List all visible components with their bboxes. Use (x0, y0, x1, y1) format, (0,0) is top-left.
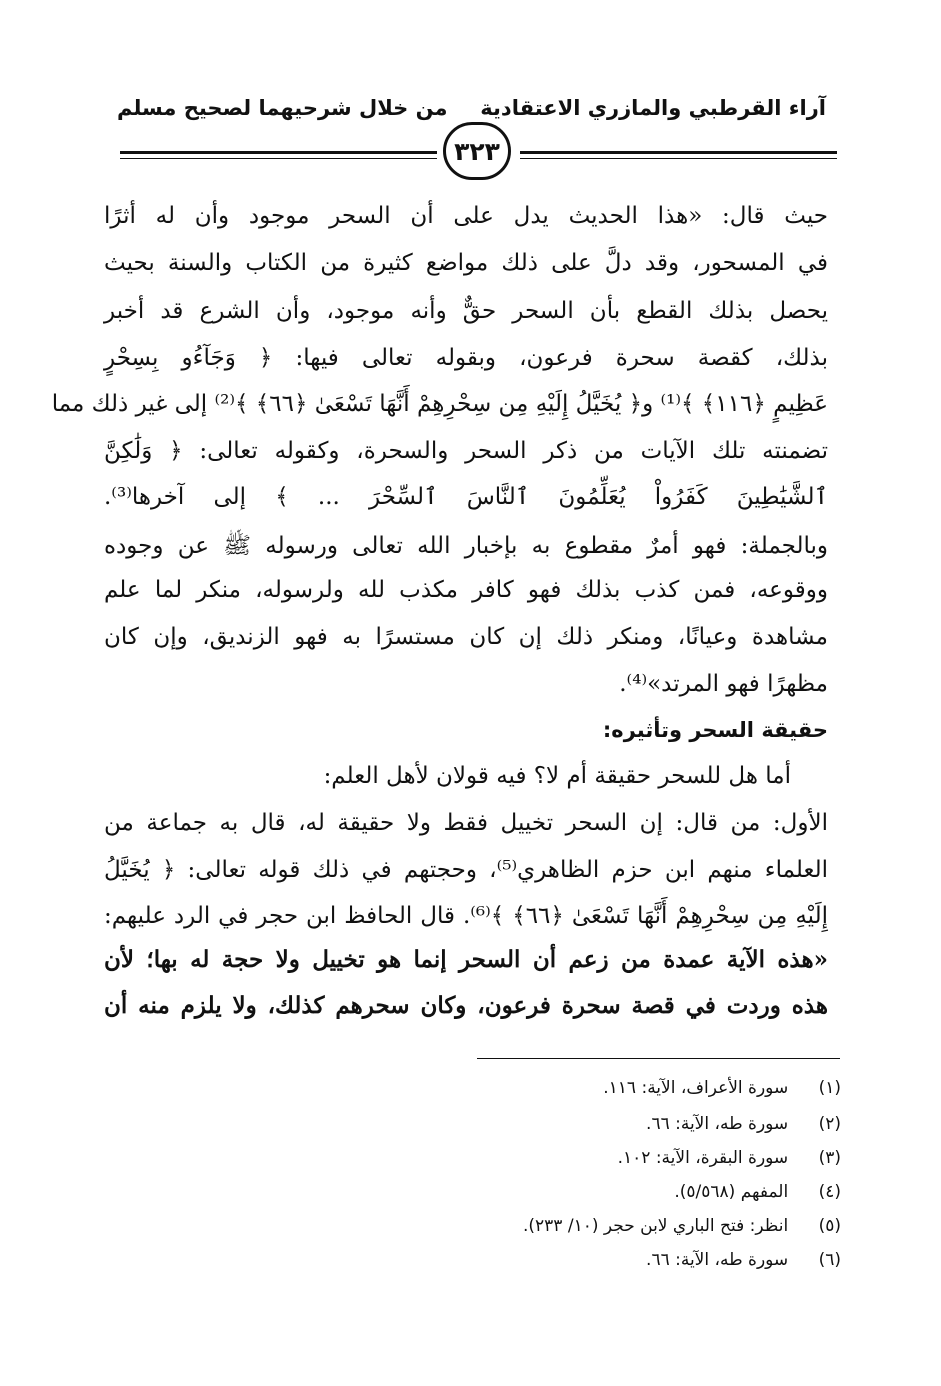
body-line: بذلك، كقصة سحرة فرعون، وبقوله تعالى فيها: ﴿ وَجَآءُو بِسِحْرٍ (104, 345, 828, 371)
body-line: إِلَيْهِ مِن سِحْرِهِمْ أَنَّهَا تَسْعَىٰ ﴿٦٦﴾ ﴾⁽⁶⁾. قال الحافظ ابن حجر في الرد عليهم: (104, 903, 828, 929)
footnote (523, 1216, 841, 1236)
body-line: حيث قال: «هذا الحديث يدل على أن السحر موجود وأن له أثرًا (104, 203, 828, 229)
footnote (618, 1148, 841, 1168)
footnote-text: المفهم (٥/٥٦٨). (674, 1182, 789, 1202)
body-line: يحصل بذلك القطع بأن السحر حقٌّ وأنه موجود، وأن الشرع قد أخبر (104, 298, 828, 324)
body-line: ٱلشَّيَٰطِينَ كَفَرُواْ يُعَلِّمُونَ ٱلنَّاسَ ٱلسِّحْرَ ... ﴾ إلى آخرها⁽³⁾. (104, 484, 828, 510)
footnote-number: (٥) (818, 1216, 841, 1236)
section-heading: حقيقة السحر وتأثيره: (602, 718, 828, 742)
body-line: ووقوعه، فمن كذب بذلك فهو كافر مكذب لله ولرسوله، منكر لما علم (104, 577, 828, 603)
header-rule-thin-left (120, 158, 437, 159)
body-line: في المسحور، وقد دلَّ على ذلك مواضع كثيرة من الكتاب والسنة بحيث (104, 250, 828, 276)
body-line: «هذه الآية عمدة من زعم أن السحر إنما هو تخييل ولا حجة له بها؛ لأن (104, 946, 828, 973)
footnote-text: سورة طه، الآية: ٦٦. (646, 1114, 789, 1134)
footnote-number: (٤) (818, 1182, 841, 1202)
body-line: أما هل للسحر حقيقة أم لا؟ فيه قولان لأهل العلم: (323, 763, 791, 789)
footnote-text: سورة طه، الآية: ٦٦. (646, 1250, 789, 1270)
footnote-number: (١) (818, 1078, 841, 1098)
footnote-number: (٣) (818, 1148, 841, 1168)
page-number-badge: ٣٢٣ (443, 122, 511, 180)
footnote (646, 1114, 841, 1134)
footnote-number: (٦) (818, 1250, 841, 1270)
footnote (646, 1250, 841, 1270)
body-line: مظهرًا فهو المرتد»⁽⁴⁾. (619, 671, 828, 697)
header-rule-thin-right (520, 158, 837, 159)
running-header-book-title: آراء القرطبي والمازري الاعتقادية (480, 96, 826, 120)
footnote-text: سورة البقرة، الآية: ١٠٢. (617, 1148, 789, 1168)
body-line: تضمنته تلك الآيات من ذكر السحر والسحرة، وكقوله تعالى: ﴿ وَلَٰكِنَّ (104, 438, 828, 464)
body-line: الأول: من قال: إن السحر تخييل فقط ولا حقيقة له، قال به جماعة من (104, 810, 828, 836)
body-line: هذه وردت في قصة سحرة فرعون، وكان سحرهم كذلك، ولا يلزم منه أن (104, 992, 828, 1019)
footnote-text: انظر: فتح الباري لابن حجر (١٠/ ٢٣٣). (522, 1216, 789, 1236)
header-rule-thick-left (120, 151, 437, 154)
footnote (603, 1078, 841, 1098)
body-line: مشاهدة وعيانًا، ومنكر ذلك إن كان مستسرًا به فهو الزنديق، وإن كان (104, 624, 828, 650)
footnote-separator (477, 1058, 840, 1059)
body-line: العلماء منهم ابن حزم الظاهري⁽⁵⁾، وحجتهم في ذلك قوله تعالى: ﴿ يُخَيَّلُ (104, 857, 828, 883)
header-rule-thick-right (520, 151, 837, 154)
body-line: وبالجملة: فهو أمرٌ مقطوع به بإخبار الله تعالى ورسوله ﷺ عن وجوده (104, 533, 828, 559)
footnote-number: (٢) (818, 1114, 841, 1134)
footnote-text: سورة الأعراف، الآية: ١١٦. (603, 1078, 789, 1098)
body-line: عَظِيمٍ ﴿١١٦﴾ ﴾⁽¹⁾ و﴿ يُخَيَّلُ إِلَيْهِ مِن سِحْرِهِمْ أَنَّهَا تَسْعَىٰ ﴿٦٦﴾ ﴾⁽²⁾ إلى غير ذلك مما (51, 391, 828, 417)
running-header-subtitle: من خلال شرحيهما لصحيح مسلم (117, 96, 448, 120)
footnote (674, 1182, 841, 1202)
